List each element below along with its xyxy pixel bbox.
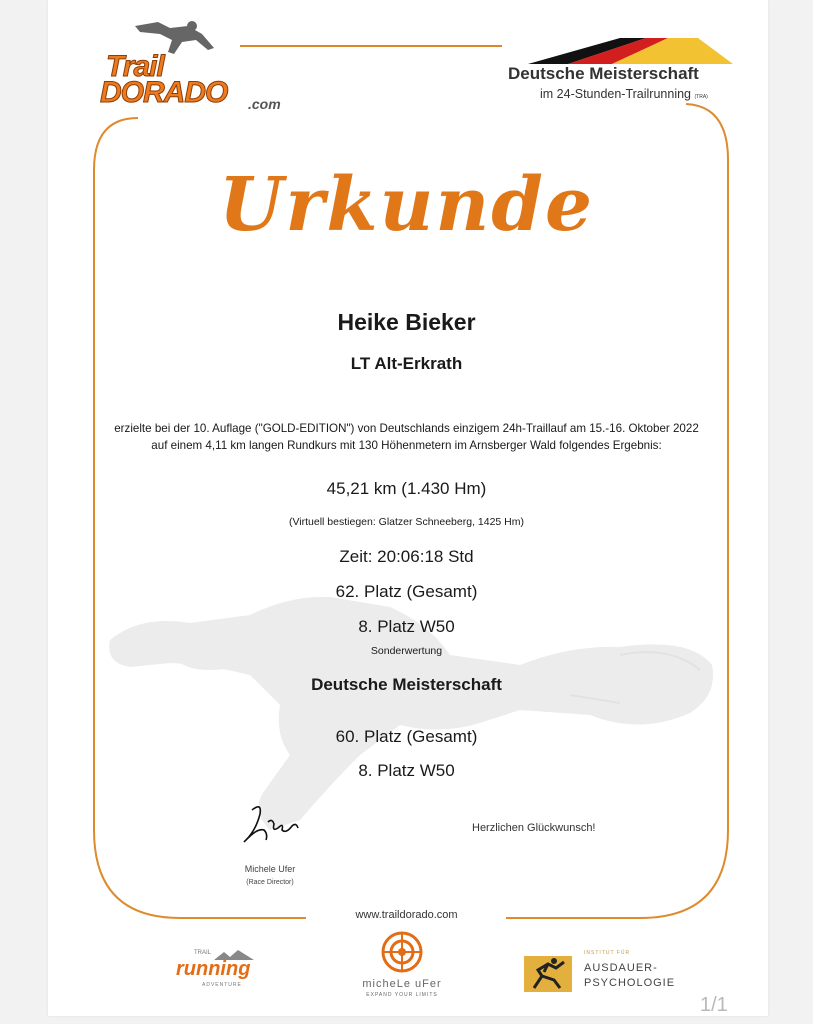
dm-subtitle-small: (TRA) <box>694 94 708 100</box>
dm-title: Deutsche Meisterschaft <box>508 64 699 83</box>
dm-place-overall: 60. Platz (Gesamt) <box>335 727 478 746</box>
result-place-class: 8. Platz W50 <box>358 617 455 636</box>
result-virtual: (Virtuell bestiegen: Glatzer Schneeberg, 1425 Hm) <box>288 516 524 528</box>
michele-ufer-logo <box>340 930 464 1002</box>
ausdauer-psychologie-logo <box>520 950 690 998</box>
description <box>0 420 813 454</box>
ap-line-1: AUSDAUER- <box>584 962 658 974</box>
page-indicator: 1/1 <box>700 994 728 1016</box>
sprinter-icon <box>520 956 576 992</box>
dm-heading: Deutsche Meisterschaft <box>311 675 502 694</box>
description-line-2: auf einem 4,11 km langen Rundkurs mit 130 Höhenmetern im Arnsberger Wald folgendes Ergebnis: <box>151 439 662 452</box>
website-link[interactable]: www.traildorado.com <box>355 909 458 921</box>
result-time: Zeit: 20:06:18 Std <box>339 547 474 566</box>
director-name: Michele Ufer <box>244 864 296 874</box>
participant-club: LT Alt-Erkrath <box>350 354 463 373</box>
ap-small-text: INSTITUT FÜR <box>584 950 631 956</box>
compass-emblem-icon <box>380 930 424 974</box>
participant-name: Heike Bieker <box>337 309 476 335</box>
ap-line-2: PSYCHOLOGIE <box>584 977 676 989</box>
tra-sub-text: ADVENTURE <box>202 982 242 988</box>
logo-suffix: .com <box>248 96 281 112</box>
congratulations-text: Herzlichen Glückwunsch! <box>472 822 596 834</box>
mu-name-text: micheLe uFer <box>362 978 442 990</box>
dm-subtitle-text: im 24-Stunden-Trailrunning <box>540 87 692 101</box>
logo-word-trail: Trail <box>106 50 164 83</box>
logo-word-dorado: DORADO <box>100 76 228 109</box>
special-ranking-label: Sonderwertung <box>370 645 443 657</box>
mu-tagline: EXPAND YOUR LIMITS <box>366 992 438 998</box>
tra-big-text: running <box>176 958 251 980</box>
dm-place-class: 8. Platz W50 <box>358 761 455 780</box>
result-place-overall: 62. Platz (Gesamt) <box>335 582 478 601</box>
result-distance: 45,21 km (1.430 Hm) <box>326 479 487 498</box>
director-role: (Race Director) <box>246 879 294 886</box>
description-line-1: erzielte bei der 10. Auflage ("GOLD-EDITION") von Deutschlands einzigem 24h-Traillauf am 15.-16. Oktober 2022 <box>114 422 699 435</box>
certificate-title: Urkunde <box>218 162 595 248</box>
signature-image <box>238 800 302 850</box>
trail-running-adventure-logo <box>176 950 266 994</box>
tra-small-text: TRAIL <box>194 950 212 956</box>
